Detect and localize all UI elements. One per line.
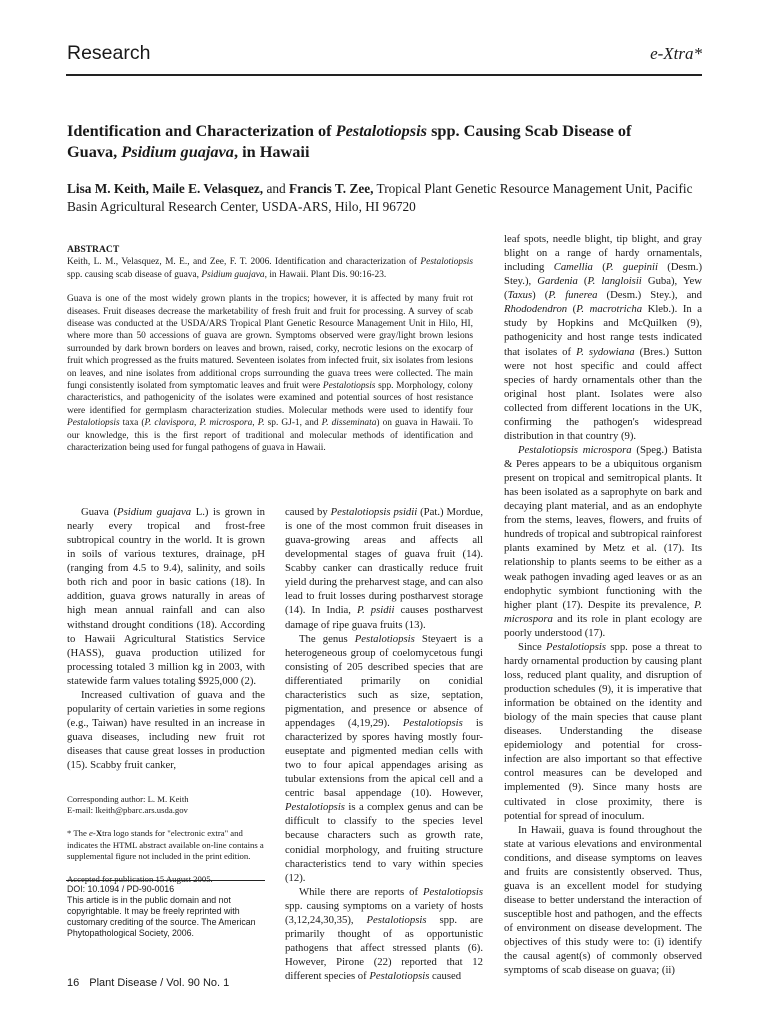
abstract-citation: Keith, L. M., Velasquez, M. E., and Zee, F. T. 2006. Identification and characterization of Pestalotiopsis spp. causing scab disease of guava, Psidium guajava, in Hawaii. Plant Dis. 90:16-23.	[67, 257, 473, 280]
paragraph: leaf spots, needle blight, tip blight, and gray blight on a range of hardy ornamentals, including Camellia (P. guepinii (Desm.) Stey.), Gardenia (P. langloisii Guba), Yew (Taxus) (P. funerea (Desm.) Stey.), and Rhododendron (P. macrotricha Kleb.). In a study by Hopkins and McQuilken (9), pathogenicity and host range tests indicated that isolates of P. sydowiana (Bres.) Sutton were not host specific and could affect species of hardy ornamentals other than the original host plant. Isolates were also collected from different locations in the UK, confirming the pathogen's widespread distribution in that country (9).	[504, 233, 703, 442]
paragraph: In Hawaii, guava is found throughout the state at various elevations and environmental conditions, and disease symptoms on leaves and fruits are consistently observed. Thus, guava is an excellent model for studying disease to better understand the interaction of susceptible host and pathogen, and the effects of environment on disease development. The objectives of this study were to: (i) identify the causal agent(s) of commonly observed symptoms of scab disease on guava; (ii)	[504, 823, 702, 977]
paragraph: Pestalotiopsis microspora (Speg.) Batista & Peres appears to be a ubiquitous organism present on tropical and semitropical plants. It has been isolated as a saprophyte on bark and decaying plant material, and as an endophyte from the stems, leaves, flowers, and fruits of hundreds of tropical and subtropical rainforest plants examined by Metz et al. (17). Its relationship to plants seems to be either as a weak pathogen invading aged leaves or as an endophytic symbiont functioning with the higher plant (17). Despite its prevalence, P. microspora and its role in plant ecology are poorly understood (17).	[504, 443, 702, 639]
abstract-body: Guava is one of the most widely grown plants in the tropics; however, it is affected by many fruit rot diseases. Fruit diseases decrease the marketability of fresh fruit and fruit for processing. A survey of scab disease was conducted at the USDA/ARS Tropical Plant Genetic Resource Management Unit in Hilo, HI, where more than 50 accessions of guava are grown. Symptoms observed were gray/light brown lesions surrounded by dark brown borders on leaves and brown, raised, corky, necrotic lesions on the exocarp of fruit which progressed as the fruits matured. Seventeen isolates from infected fruit, six isolates from lesions on leaves, and nine isolates from additional crops surrounding the guava trees were collected. The main fungi consistently isolated from symptomatic leaves and fruit were Pestalotiopsis spp. Morphology, colony characteristics, and pathogenicity of the isolates were examined and potential sources of host resistance were identified for germplasm characterization studies. Molecular methods were used to identify four Pestalotiopsis taxa (P. clavispora, P. microspora, P. sp. GJ-1, and P. disseminata) on guava in Hawaii. To our knowledge, this is the first report of traditional and molecular methods of identification and characterization being used for fungal pathogens of guava in Hawaii.	[67, 294, 473, 454]
journal-info: Plant Disease / Vol. 90 No. 1	[89, 977, 230, 989]
body-column-3	[504, 232, 702, 977]
author-email: E-mail: lkeith@pbarc.ars.usda.gov	[67, 805, 188, 816]
body-column-2	[285, 505, 483, 983]
abstract-heading: ABSTRACT	[67, 244, 120, 255]
page-footer	[67, 977, 229, 989]
doi-rule	[66, 880, 265, 881]
paragraph: Increased cultivation of guava and the popularity of certain varieties in some regions (e.g., Taiwan) have resulted in an increase in guava diseases, including new fruit rot diseases that cause great losses in production (15). Scabby fruit canker,	[67, 688, 265, 772]
copyright-text: This article is in the public domain and not copyrightable. It may be freely reprinted with customary crediting of the source. The American Phytopathological Society, 2006.	[67, 895, 256, 939]
author-line: Lisa M. Keith, Maile E. Velasquez, and Francis T. Zee, Tropical Plant Genetic Resource Management Unit, Pacific Basin Agricultural Research Center, USDA-ARS, Hilo, HI 96720	[67, 181, 693, 214]
article-title: Identification and Characterization of Pestalotiopsis spp. Causing Scab Disease of Guava, Psidium guajava, in Hawaii	[67, 121, 632, 161]
paragraph: Since Pestalotiopsis spp. pose a threat to hardy ornamental production by causing plant loss, reduced plant quality, and disruption of production schedules (9), it is imperative that information be obtained on the identity and biology of the main species that cause plant diseases. Understanding the disease epidemiology and potential for cross-infection are also important so that effective control measures can be developed and implemented (9). Since many hosts are cultivated in close proximity, there is potential for spread of inoculum.	[504, 640, 702, 822]
paragraph: Guava (Psidium guajava L.) is grown in nearly every tropical and frost-free subtropical country in the world. It is grown in soils of various textures, drainage, pH (ranging from 4.5 to 9.4), salinity, and soils both rich and poor in basic cations (18). In addition, guava grows naturally in areas of high mean annual rainfall and can also withstand drought conditions (18). According to Hawaii Agricultural Statistics Service (HASS), guava production utilized for processing totaled 3 million kg in 2003, with statewide farm values totaling $925,000 (2).	[67, 506, 265, 687]
abstract-block	[67, 244, 473, 455]
footnotes	[67, 794, 265, 897]
section-label: Research	[67, 42, 151, 64]
paragraph: caused by Pestalotiopsis psidii (Pat.) Mordue, is one of the most common fruit diseases in guava-growing areas and affects all developmental stages of guava fruit (14). Scabby canker can drastically reduce fruit yield during the preharvest stage, and can also lead to fruit losses during postharvest storage (14). In India, P. psidii causes postharvest damage of ripe guava fruits (13).	[285, 506, 484, 631]
extra-logo	[650, 44, 702, 64]
page-number: 16	[67, 977, 80, 989]
body-column-1	[67, 505, 265, 772]
paragraph: The genus Pestalotiopsis Steyaert is a heterogeneous group of coelomycetous fungi consisting of 205 described species that are differentiated primarily on conidial characteristics such as size, septation, pigmentation, and presence or absence of appendages (4,19,29). Pestalotiopsis is characterized by spores having mostly four-euseptate and pigmented median cells with two to four apical appendages arising as tubular extensions from the apical cell and a centric basal appendage (10). However, Pestalotiopsis is a complex genus and can be difficult to classify to the species level because characters such as growth rate, conidial morphology, and fruiting structure characteristics tend to vary within species (12).	[285, 632, 483, 884]
paragraph: While there are reports of Pestalotiopsis spp. causing symptoms on a variety of hosts (3,12,24,30,35), Pestalotiopsis spp. are primarily thought of as opportunistic pathogens that affect stressed plants (6). However, Pirone (22) reported that 12 different species of Pestalotiopsis caused	[285, 885, 483, 983]
extra-footnote: * The e-Xtra logo stands for "electronic extra" and indicates the HTML abstract available on-line contains a supplemental figure not included in the print edition.	[67, 828, 264, 861]
corresponding-author: Corresponding author: L. M. Keith	[67, 794, 189, 804]
extra-logo-mark: *	[693, 44, 702, 63]
header-rule	[66, 74, 702, 76]
doi-id: DOI: 10.1094 / PD-90-0016	[67, 884, 175, 894]
extra-logo-text: e-Xtra	[650, 44, 694, 63]
doi-block	[67, 884, 271, 939]
